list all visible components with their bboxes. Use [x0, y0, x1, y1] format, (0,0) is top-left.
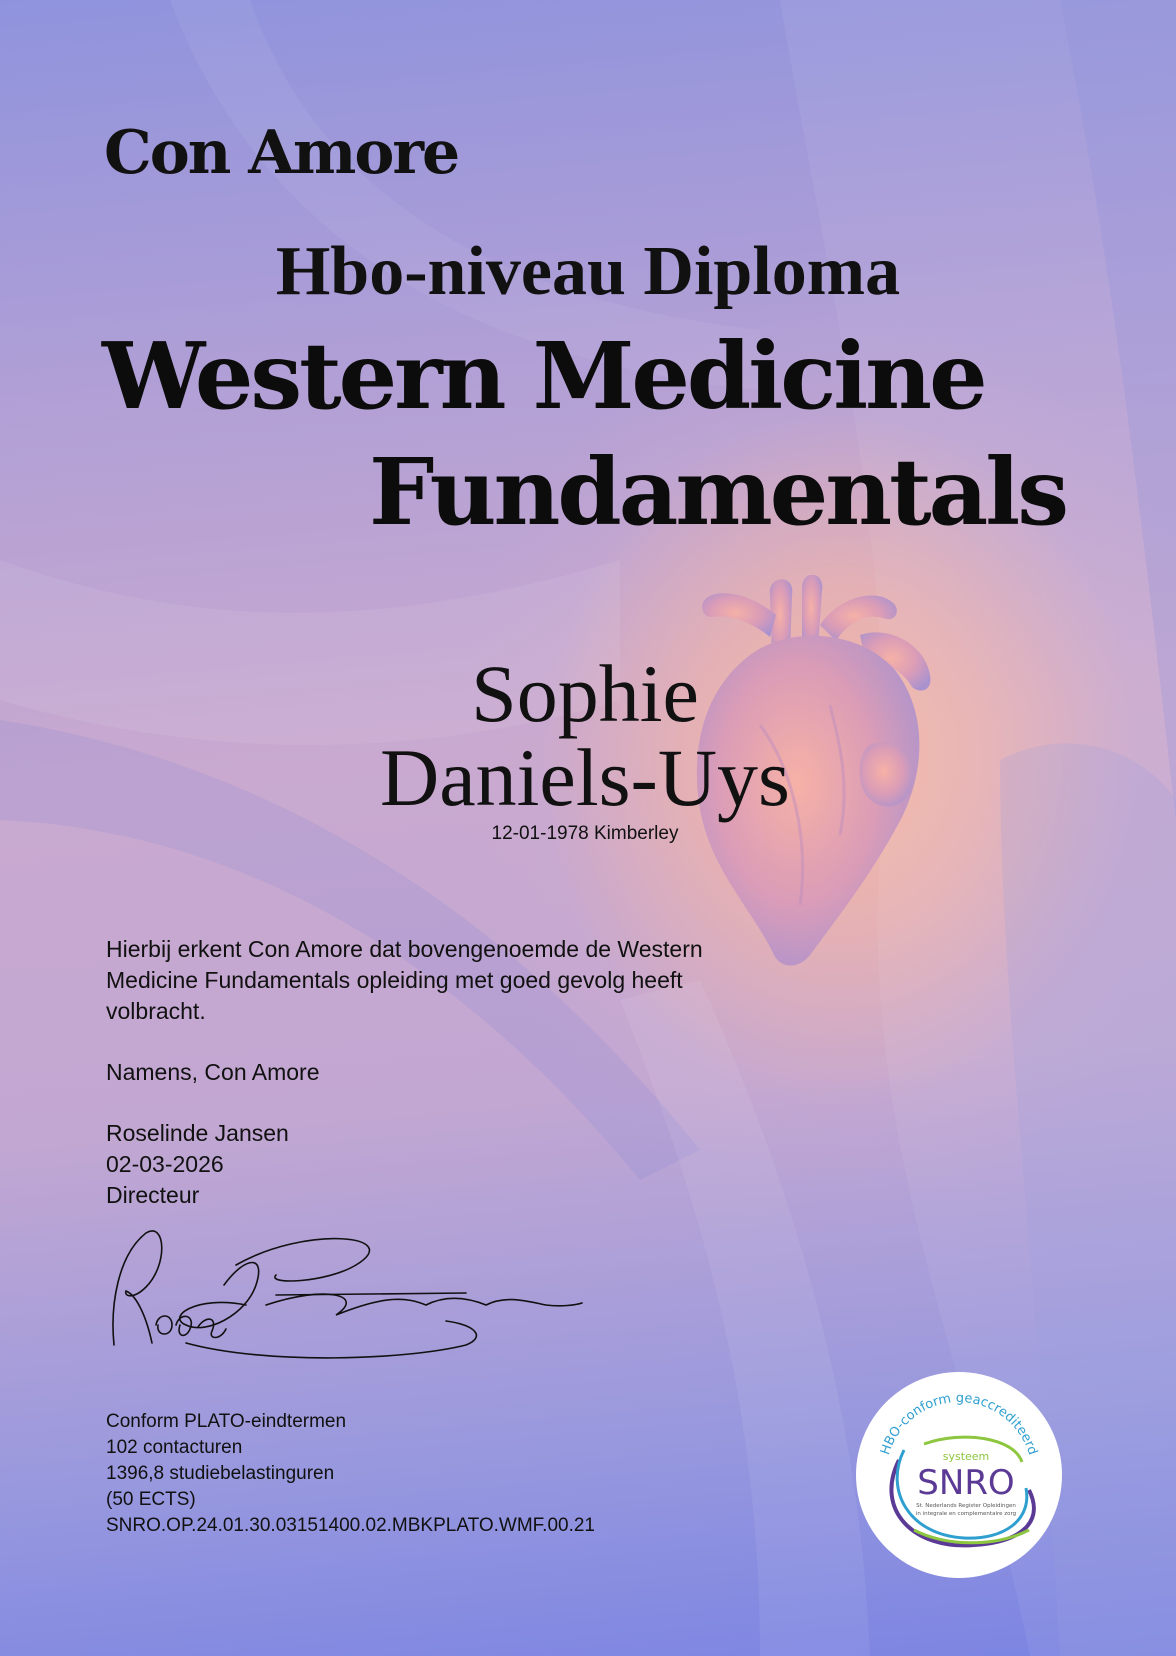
student-name — [290, 648, 880, 823]
seal-acronym: SNRO — [917, 1463, 1015, 1503]
student-first-name: Sophie — [471, 648, 699, 739]
footer-study-hours: 1396,8 studiebelastinguren — [106, 1463, 335, 1484]
course-title-line2: Fundamentals — [368, 438, 1066, 546]
snro-accreditation-seal — [854, 1370, 1064, 1580]
footer-plato: Conform PLATO-eindtermen — [106, 1411, 347, 1432]
accreditation-footer — [106, 1409, 595, 1539]
on-behalf-text: Namens, Con Amore — [106, 1059, 320, 1085]
footer-ects: (50 ECTS) — [106, 1489, 196, 1510]
signer-name: Roselinde Jansen — [106, 1120, 289, 1146]
footer-contact-hours: 102 contacturen — [106, 1437, 243, 1458]
handwritten-signature — [106, 1225, 586, 1365]
statement-text: Hierbij erkent Con Amore dat bovengenoemde de Western Medicine Fundamentals opleiding met goed gevolg heeft volbracht. — [106, 936, 703, 1024]
student-last-name: Daniels-Uys — [380, 732, 790, 823]
course-title-line1: Western Medicine — [102, 322, 985, 430]
student-birth-info: 12-01-1978 Kimberley — [491, 823, 679, 844]
signer-block — [106, 1118, 766, 1211]
brand-logo: Con Amore — [104, 118, 459, 188]
signer-role: Directeur — [106, 1182, 200, 1208]
diploma-level: Hbo-niveau Diploma — [275, 233, 901, 310]
signer-date: 02-03-2026 — [106, 1151, 224, 1177]
seal-subtitle-line1: St. Nederlands Register Opleidingen — [916, 1503, 1016, 1509]
seal-subtitle-line2: in integrale en complementaire zorg — [915, 1511, 1017, 1517]
seal-system-text: systeem — [942, 1450, 990, 1463]
seal-arc-text: HBO-conform geaccrediteerd — [878, 1390, 1040, 1457]
footer-registration-code: SNRO.OP.24.01.30.03151400.02.MBKPLATO.WMF.00.21 — [106, 1515, 595, 1536]
statement-block — [106, 934, 766, 1211]
